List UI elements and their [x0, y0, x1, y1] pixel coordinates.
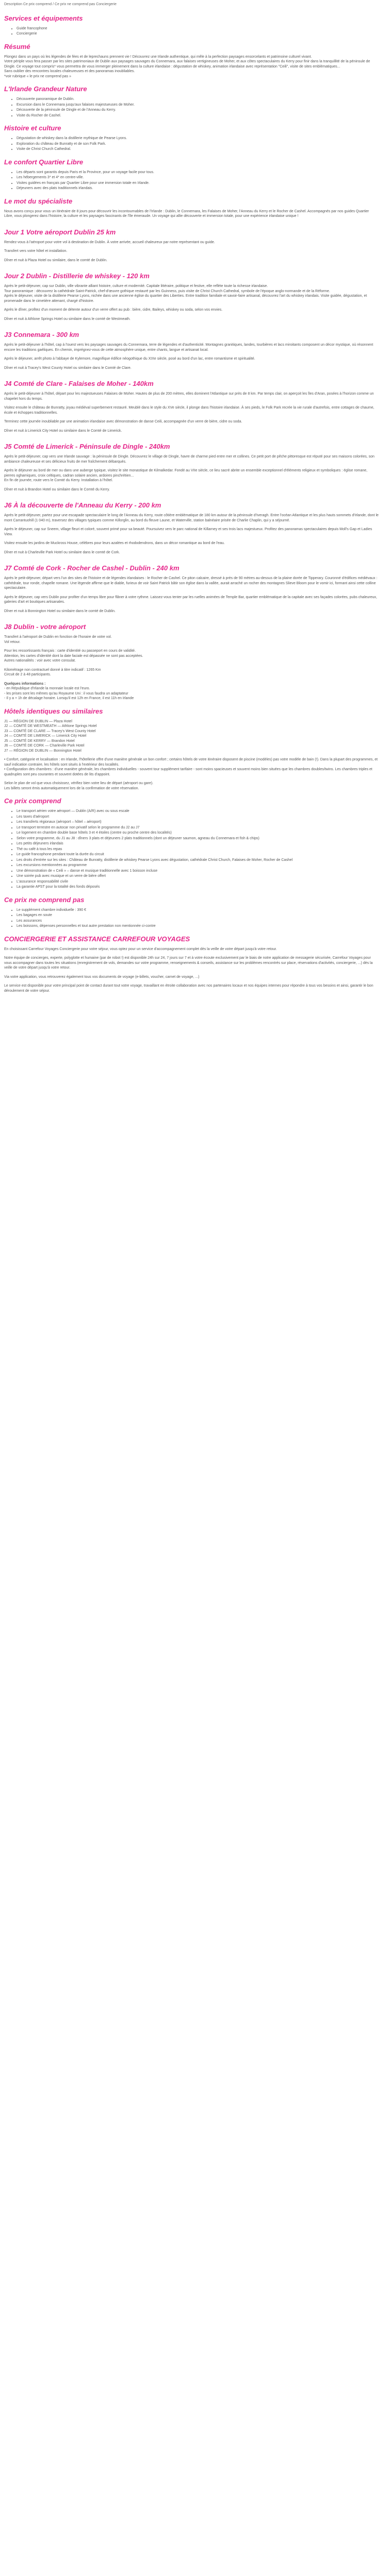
hotel-line: J1 — RÉGION DE DUBLIN — Plaza Hotel — [4, 719, 72, 723]
paragraph: Après le petit-déjeuner, départ vers l'un des sites de l'histoire et de légendes irlandaises : le Rocher de Cashel. Ce piton calcaire, dressé à près de 90 mètres au-dessus de la plaine dorée de Tipperary. Couronné d'édifices médiévaux : cathédrale, tour ronde, chapelle romane. Une légende affirme que le diable, furieux de voir Saint Patrick bâtir son église dans la vallée, aurait arraché un rocher des montagnes Slieve Bloom pour le vomir ici, formant ainsi cette colline spectaculaire. — [4, 577, 378, 590]
paragraph: Attention, les cartes d'identité dont la date faciale est dépassée ne sont pas acceptées. — [4, 654, 143, 658]
paragraph: Après le petit-déjeuner, partez pour une escapade spectaculaire le long de l'Anneau du Kerry, route côtière emblématique de 180 km autour de la péninsule d'Iveragh. Entre l'océan Atlantique et les plus hauts sommets d'Irlande, dont le mont Carrantuohill (1 040 m), traversez des villages typiques comme Killorglin, au bord du fleuve Laune, et Waterville, station balnéaire prisée de Charlie Chaplin, qui y a séjourné. — [4, 514, 379, 522]
histoire-list — [4, 136, 379, 152]
day-title: J8 Dublin - votre aéroport — [4, 623, 86, 631]
paragraph: Transfert vers votre hôtel et installation. — [4, 249, 68, 253]
list-item: • Les assurances — [17, 919, 379, 924]
hotels-title: Hôtels identiques ou similaires — [4, 707, 103, 715]
paragraph: Après le petit-déjeuner à l'hôtel, départ pour les majestueuses Falaises de Moher. Hautes de plus de 200 mètres, elles dominent l'Atlantique sur près de 8 km. Par temps clair, on aperçoit les îles d'Aran, posées à l'horizon comme un chapelet hors du temps. — [4, 392, 374, 401]
paragraph: Après le petit-déjeuner à l'hôtel, cap à l'ouest vers les paysages sauvages du Connemara, terre de légendes et d'authenticité. Montagnes granitiques, landes, tourbières et lacs miroitants composent un décor mystique, où résonnent encore les traditions gaéliques. En chemin, imprégnez-vous de cette atmosphère unique, entre chants, langue et artisanat local. — [4, 343, 373, 352]
hotel-line: J4 — COMTÉ DE LIMERICK — Limerick City Hotel — [4, 734, 87, 738]
paragraph: Terminez cette journée inoubliable par une animation irlandaise avec démonstration de danse Ceili, accompagnée d'un verre de bière, cidre ou soda. — [4, 420, 242, 423]
paragraph: Le service est disponible pour votre principal point de contact durant tout votre voyage, travaillant en étroite collaboration avec nos partenaires locaux et nos équipes internes pour répondre à tous vos besoins et ainsi, garantir le bon déroulement de votre séjour. — [4, 984, 373, 993]
paragraph: Visitez ensuite les jardins de Muckross House, célèbres pour leurs azalées et rhododendrons, dans un décor romantique au bord de l'eau. — [4, 541, 225, 545]
list-item: • Le guide francophone pendant toute la durée du circuit — [17, 852, 379, 857]
hotel-line: J5 — COMTÉ DE KERRY — Brandon Hotel — [4, 739, 75, 743]
day-title: J7 Comté de Cork - Rocher de Cashel - Dublin - 240 km — [4, 564, 180, 572]
list-item: • L'assurance responsabilité civile — [17, 879, 379, 885]
paragraph: Dîner et nuit à Athlone Springs Hotel ou similaire dans le comté de Westmeath. — [4, 317, 131, 321]
hotel-line: J7 — RÉGION DE DUBLIN — Bonnington Hotel — [4, 749, 82, 753]
paragraph: Après le déjeuner au bord de mer ou dans une auberge typique, visitez le site monastique de Kilmalkedar. Fondé au VIIe siècle, ce lieu sacré abrite un ensemble exceptionnel d'éléments religieux et symboliques : église romane, pierres oghamiques, croix celtiques, cadran solaire ancien, ardoires pinchrétien... — [4, 469, 368, 478]
paragraph: Tour panoramique : découvrez la cathédrale Saint-Patrick, chef-d'œuvre gothique restauré par les Guinness, puis visite de Christ Church Cathedral, symbole de l'époque anglo-normande et de la Réforme. — [4, 289, 330, 293]
list-item: • Les droits d'entrée sur les sites : Château de Bunratty, distillerie de whiskey Pearse Lyons avec dégustation, cathédrale Christ Church, Falaises de Moher, Rocher de Cashel — [17, 858, 379, 863]
paragraph: Transfert à l'aéroport de Dublin en fonction de l'horaire de votre vol. — [4, 635, 112, 639]
hotel-line: J6 — COMTÉ DE CORK — Charleville Park Hotel — [4, 744, 85, 748]
paragraph: Autres nationalités : voir avec votre consulat. — [4, 659, 76, 663]
prix-ne-comprend-title: Ce prix ne comprend pas — [4, 895, 85, 904]
list-item: • Les petits déjeuners irlandais — [17, 841, 379, 846]
conciergerie-title: CONCIERGERIE ET ASSISTANCE CARREFOUR VOYAGES — [4, 935, 190, 943]
list-item: • Visite de Christ Church Cathedral. — [17, 147, 379, 152]
paragraph: Après le petit-déjeuner, cap sur Dublin, ville vibrante alliant histoire, culture et modernité. Capitale littéraire, politique et festive, elle reflète toute la richesse irlandaise. — [4, 284, 268, 288]
resume-title: Résumé — [4, 42, 30, 50]
paragraph: Sans oublier des rencontres locales chaleureuses et des panoramas inoubliables. — [4, 70, 135, 73]
paragraph: Dîner et nuit à Plaza Hotel ou similaire, dans le comté de Dublin. — [4, 258, 107, 262]
list-item: • Les excursions mentionnées au programme — [17, 863, 379, 868]
specialiste-title: Le mot du spécialiste — [4, 197, 73, 205]
paragraph: Kilométrage non contractuel donné à titre indicatif : 1265 Km — [4, 668, 101, 672]
list-item: • Une soirée pub avec musique et un verre de bière offert — [17, 874, 379, 879]
list-item: • Le transport terrestre en autocar non privatif selon le programme du J2 au J7 — [17, 825, 379, 831]
paragraph: Après le dîner, profitez d'un moment de détente autour d'un verre offert au pub : bière, cidre, Baileys, whiskey ou soda, selon vos envies. — [4, 308, 223, 312]
list-item: • Une démonstration de « Ceili » – danse et musique traditionnelle avec 1 boisson incluse — [17, 869, 379, 874]
paragraph: Après le déjeuner, arrêt photo à l'abbaye de Kylemore, magnifique édifice néogothique du XIXe siècle, posé au bord d'un lac, entre romantisme et spiritualité. — [4, 357, 255, 361]
list-item: • Visite du Rocher de Cashel. — [17, 113, 379, 118]
confort-title: Le confort Quartier Libre — [4, 158, 84, 166]
paragraph: Dîner et nuit à Brandon Hotel ou similaire dans le Comté du Kerry. — [4, 487, 110, 492]
list-item: • Les bagages en soute — [17, 913, 379, 918]
info-line: - Il y a + 1h de décalage horaire. Lorsqu'il est 12h en France, il est 11h en Irlande — [4, 697, 134, 700]
irlande-list — [4, 97, 379, 118]
page — [0, 0, 383, 993]
hotels-list — [4, 719, 379, 754]
hotel-note: Les billets seront émis automatiquement lors de la confirmation de votre réservation. — [4, 786, 139, 790]
paragraph: Après le déjeuner, visite de la distillerie Pearse Lyons, nichée dans une ancienne église du quartier des Liberties. Entre tradition familiale et savoir-faire artisanal, découvrez l'art du whiskey irlandais. Visite guidée, dégustation, et promenade dans le cimetière attenant, chargé d'histoire. — [4, 294, 367, 303]
paragraph: Dîner et nuit à Bonnington Hotel ou similaire dans le comté de Dublin. — [4, 609, 116, 613]
list-item: • La garantie APST pour la totalité des fonds déposés — [17, 885, 379, 890]
paragraph: Circuit de 2 à 48 participants. — [4, 673, 51, 676]
day-title: J4 Comté de Clare - Falaises de Moher - 140km — [4, 380, 154, 387]
list-item: • Les transferts régionaux (aéroport – hôtel – aéroport) — [17, 820, 379, 825]
list-item: • Thé ou café à tous les repas — [17, 847, 379, 852]
list-item: • Le logement en chambre double base hôtels 3 et 4 étoiles (centre ou proche centre des localités) — [17, 831, 379, 836]
specialiste-text: Nous avons conçu pour vous un itinéraire de 8 jours pour découvrir les incontournables de l'Irlande : Dublin, le Connemara, les Falaises de Moher, l'Anneau du Kerry et le Rocher de Cashel. Accompagnés par nos guides Quartier Libre, vous plongerez dans l'histoire, la culture et les paysages fascinants de l'île émeraude. Un voyage qui allie découverte et immersion totale, pour une expérience irlandaise unique ! — [4, 209, 369, 218]
prix-comprend-title: Ce prix comprend — [4, 797, 61, 805]
list-item: • Conciergerie — [17, 31, 379, 37]
day-title: Jour 1 Votre aéroport Dublin 25 km — [4, 228, 116, 236]
list-item: • Les hébergements 3* et 4* en centre-ville. — [17, 175, 379, 180]
list-item: • Visites guidées en français par Quartier Libre pour une immersion totale en Irlande. — [17, 181, 379, 186]
prix-comprend-list — [4, 809, 379, 890]
paragraph: Après le petit-déjeuner, cap vers une Irlande sauvage : la péninsule de Dingle. Découvrez le village de Dingle, havre de charme pied entre mer et collines. Ce petit port de pêche pittoresque est réputé pour ses maisons colorées, son ambiance chaleureuse et ses délicieux fruits de mer fraîchement débarqués. — [4, 455, 374, 464]
paragraph: Pour les ressortissants français : carte d'identité ou passeport en cours de validité. — [4, 649, 136, 653]
paragraph: En fin de journée, route vers le Comté du Kerry. Installation à l'hôtel. — [4, 479, 113, 482]
paragraph: Notre équipe de concierges, experte, polyglotte et humaine (par de robot !) est disponible 24h sur 24, 7 jours sur 7 et à votre écoute exclusivement par le biais de notre application de messagerie sécurisée, Carrefour Voyages pour vous accompagner dans toutes les situations (enregistrement de vols, demandes sur votre programme, renseignements & conseils, assistance sur les problèmes rencontrés sur place, réservations d'activités, conciergerie, ...) dès la veille de votre départ jusqu'à votre retour. — [4, 956, 373, 970]
list-item: • Le supplément chambre individuelle : 390 € — [17, 908, 379, 913]
hotel-note: • Configuration des chambres : d'une manière générale, les chambres individuelles - souvent tour supplément tarifaire - sont moins spacieuses et souvent moins bien situées que les chambres doubles/twins. Les chambres triples et quadruples sont peu courantes et souvent dotées de lits d'appoint. — [4, 768, 372, 776]
day-title: J6 À la découverte de l'Anneau du Kerry - 200 km — [4, 501, 161, 509]
paragraph: Rendez-vous à l'aéroport pour votre vol à destination de Dublin. À votre arrivée, accueil chaleureux par notre représentant ou guide. — [4, 240, 215, 244]
paragraph: Dîner et nuit à Limerick City Hotel ou similaire dans le Comté de Limerick. — [4, 429, 122, 433]
confort-list — [4, 170, 379, 191]
services-title: Services et équipements — [4, 14, 83, 22]
paragraph: *voir rubrique « le prix ne comprend pas » — [4, 74, 71, 78]
paragraph: Après le déjeuner, cap vers Dublin pour profiter d'un temps libre pour flâner à votre rythme. Laissez-vous tenter par les ruelles animées de Temple Bar, quartier emblématique de la capitale avec ses façades colorées, pubs chaleureux, galeries d'art et boutiques artisanales. — [4, 595, 377, 604]
day-title: J5 Comté de Limerick - Péninsule de Dingle - 240km — [4, 443, 170, 450]
services-list — [4, 26, 379, 37]
list-item: • Excursion dans le Connemara jusqu'aux falaises majestueuses de Moher. — [17, 103, 379, 108]
list-item: • Exploration du château de Bunratty et de son Folk Park. — [17, 142, 379, 147]
list-item: • Selon votre programme, du J1 au J8 : dîners 3 plats et déjeuners 2 plats traditionnels (dont un déjeuner saumon, agneau du Connemara et fish & chips) — [17, 836, 379, 841]
list-item: • Découverte de la péninsule de Dingle et de l'Anneau du Kerry. — [17, 108, 379, 113]
list-item: • Guide francophone — [17, 26, 379, 31]
info-line: - en République d'Irlande la monnaie locale est l'euro. — [4, 687, 90, 690]
paragraph: Dîner et nuit à Tracey's West County Hotel ou similaire dans le Comté de Clare. — [4, 366, 132, 370]
paragraph: Vol retour. — [4, 640, 21, 644]
list-item: • Les taxes d'aéroport — [17, 815, 379, 820]
paragraph: Après le déjeuner, cap sur Sneem, village fleuri et coloré, souvent primé pour sa beauté. Poursuivez vers le parc national de Killarney et ses trois lacs majestueux. Profitez des panoramas spectaculaires depuis Moll's Gap et Ladies View. — [4, 528, 372, 536]
list-item: • Déjeuners avec des plats traditionnels irlandais. — [17, 186, 379, 191]
list-item: • Dégustation de whiskey dans la distillerie mythique de Pearse Lyons. — [17, 136, 379, 141]
paragraph: Via votre application, vous retrouverez également tous vos documents de voyage (e-billets, voucher, carnet de voyage, ...) — [4, 975, 200, 979]
hotel-note: Selon le plan de vol que vous choisissez, vérifiez bien votre lieu de départ (aéroport ou gare). — [4, 782, 154, 785]
paragraph: En choisissant Carrefour Voyages Conciergerie pour votre séjour, vous optez pour un service d'accompagnement complet dès la veille de votre départ jusqu'à votre retour. — [4, 947, 277, 951]
infos-title: Quelques informations : — [4, 682, 46, 686]
day-title: Jour 2 Dublin - Distillerie de whiskey - 120 km — [4, 272, 150, 280]
list-item: • Les départs sont garantis depuis Paris et la Province, pour un voyage facile pour tous. — [17, 170, 379, 175]
top-line: Description Ce prix comprend / Ce prix ne comprend pas Conciergerie — [4, 3, 117, 6]
list-item: • Découverte panoramique de Dublin. — [17, 97, 379, 102]
list-item: • Les boissons, dépenses personnelles et tout autre prestation non mentionnée ci-contre — [17, 924, 379, 929]
resume-text — [4, 55, 379, 79]
day-title: J3 Connemara - 300 km — [4, 331, 79, 338]
paragraph: Plongez dans un pays où les légendes de fées et de leprechauns prennent vie ! Découvrez une Irlande authentique, qui mêle à la perfection paysages ensorcelants et patrimoine culturel vivant. — [4, 55, 312, 59]
hotel-note: • Confort, catégorie et localisation : en Irlande, l'hôtellerie offre d'une manière générale un bon confort ; certains hôtels de votre itinéraire disposent de piscine (modèles) pas votre modèle de bain (!). Dans la plupart des programmes, et sauf indication contraire, les hôtels sont situés à l'extérieur des localités. — [4, 758, 378, 767]
infos-block — [4, 682, 379, 701]
paragraph: Votre périple vous fera passer par les sites patrimoniaux de Dublin aux paysages sauvages du Connemara, aux falaises vertigineuses de Moher, et aux côtes spectaculaires du Kerry pour finir dans la tranquillité de la péninsule de Dingle. Ce voyage tout compris* vous permettra de vous immerger pleinement dans la culture irlandaise : dégustation de whiskey, animation irlandaise avec représentation "Ceili", visite de sites emblématiques... — [4, 60, 370, 69]
irlande-title: L'Irlande Grandeur Nature — [4, 85, 87, 93]
info-line: - les prises sont les mêmes qu'au Royaume Uni : il vous faudra un adaptateur — [4, 691, 128, 696]
paragraph: Visitez ensuite le château de Bunratty, joyau médiéval superbement restauré. Meublé dans le style du XVe siècle, il plonge dans l'histoire irlandaise. À ses pieds, le Folk Park recrée la vie rurale d'autrefois, entre cottages de chaume, école et échoppes traditionnelles. — [4, 406, 374, 415]
hotel-line: J3 — COMTÉ DE CLARE — Tracey's West County Hotel — [4, 729, 96, 733]
paragraph: Dîner et nuit à Charleville Park Hotel ou similaire dans le comté de Cork. — [4, 550, 120, 554]
list-item: • Le transport aérien votre aéroport — Dublin (A/R) avec ou sous escale — [17, 809, 379, 814]
histoire-title: Histoire et culture — [4, 124, 61, 132]
hotel-line: J2 — COMTÉ DE WESTMEATH — Athlone Springs Hotel — [4, 724, 97, 728]
prix-ne-comprend-list — [4, 908, 379, 929]
